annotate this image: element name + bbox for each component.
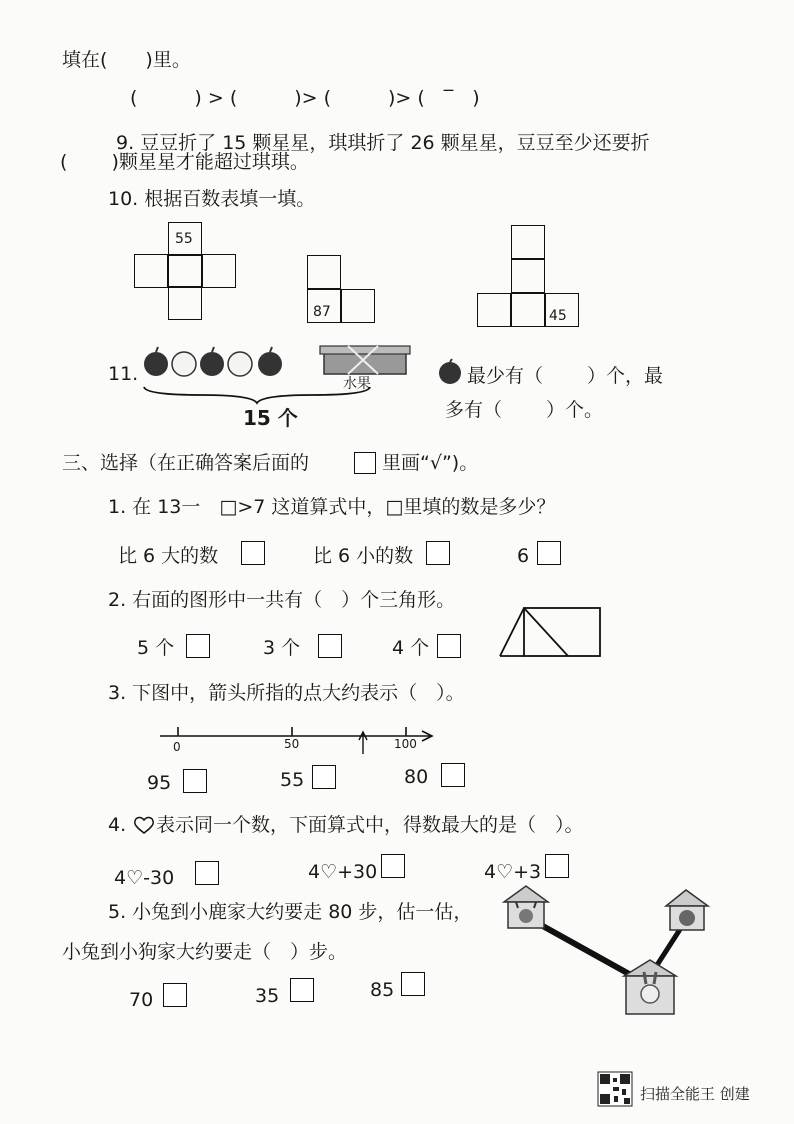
q8-line1: 填在( )里。 [62,49,191,71]
q11-text2: 多有（ ）个。 [445,399,604,421]
c1-option-3-label: 6 [517,545,530,567]
q10-title: 10. 根据百数表填一填。 [108,188,316,210]
c1-option-2-checkbox[interactable] [426,541,450,565]
rabbit-house-icon [624,960,676,1014]
dog-house-icon [666,890,708,930]
number-line-tick-50: 50 [284,737,300,751]
section3-title-box [354,452,376,474]
c4-question: 表示同一个数，下面算式中，得数最大的是（ ）。 [156,814,584,836]
grid-c-number: 45 [549,308,567,324]
c1-option-2-label: 比 6 小的数 [313,545,414,567]
grid-a-number: 55 [175,231,193,247]
c4-option-3-checkbox[interactable] [545,854,569,878]
c2-option-2-checkbox[interactable] [318,634,342,658]
c5-option-2-label: 35 [255,985,280,1007]
c3-option-3-label: 80 [404,766,429,788]
c3-option-1-checkbox[interactable] [183,769,207,793]
c1-option-1-checkbox[interactable] [241,541,265,565]
heart-outline-icon [134,816,154,834]
grid-a-cell-mid [168,254,202,288]
c3-option-2-checkbox[interactable] [312,765,336,789]
number-line-tick-100: 100 [394,737,417,751]
brace-under-fruits [142,385,372,405]
apple-icon [258,347,282,376]
c5-option-3-label: 85 [370,979,395,1001]
grid-c-cell-3 [477,293,511,327]
c5-option-3-checkbox[interactable] [401,972,425,996]
c3-question: 3. 下图中，箭头所指的点大约表示（ ）。 [108,682,465,704]
grid-b-cell-3 [341,289,375,323]
fruit-row-illustration [140,346,300,386]
c2-option-3-label: 4 个 [392,637,430,659]
c1-option-3-checkbox[interactable] [537,541,561,565]
c5-option-2-checkbox[interactable] [290,978,314,1002]
c1-option-1-label: 比 6 大的数 [118,545,219,567]
grid-b-cell-2 [307,289,341,323]
c2-option-1-checkbox[interactable] [186,634,210,658]
triangle-figure [498,606,604,658]
grid-c-cell-5 [545,293,579,327]
c2-option-3-checkbox[interactable] [437,634,461,658]
c4-option-2-checkbox[interactable] [381,854,405,878]
q11-text1: 最少有（ ）个，最 [467,365,664,387]
fruit-total: 15 个 [243,406,298,430]
number-line-tick-0: 0 [173,740,181,754]
c2-question: 2. 右面的图形中一共有（ ）个三角形。 [108,589,456,611]
c2-option-1-label: 5 个 [137,637,175,659]
c4-number: 4. [108,814,127,836]
gift-box-label: 水果 [343,376,371,392]
apple-icon [437,359,463,385]
grid-b-cell-1 [307,255,341,289]
apple-icon [144,347,168,376]
deer-house-icon [504,886,548,928]
grid-c-cell-2 [511,259,545,293]
c4-option-3-label: 4♡+3 [484,861,542,883]
c2-option-2-label: 3 个 [263,637,301,659]
peach-icon [172,352,196,376]
c5-question-line2: 小兔到小狗家大约要走（ ）步。 [62,941,348,963]
animal-houses-map [500,884,730,1020]
grid-a-cell-bottom [168,286,202,320]
grid-a-cell-left [134,254,168,288]
qr-code-icon [598,1072,632,1106]
c5-question-line1: 5. 小兔到小鹿家大约要走 80 步，估一估， [108,901,473,923]
q11-number: 11. [108,363,139,385]
grid-c-cell-4 [511,293,545,327]
grid-a-cell-top [168,222,202,256]
grid-b-number: 87 [313,304,331,320]
footer-brand: 扫描全能王 创建 [640,1085,750,1103]
c5-option-1-checkbox[interactable] [163,983,187,1007]
c3-option-3-checkbox[interactable] [441,763,465,787]
apple-icon [200,347,224,376]
grid-a-cell-right [202,254,236,288]
c5-option-1-label: 70 [129,989,154,1011]
section3-title: 三、选择（在正确答案后面的 [62,452,310,474]
c4-option-2-label: 4♡+30 [308,861,378,883]
c3-option-1-label: 95 [147,772,172,794]
q9-line1: 9. 豆豆折了 15 颗星星，琪琪折了 26 颗星星，豆豆至少还要折 [116,132,650,154]
c3-option-2-label: 55 [280,769,305,791]
c4-option-1-label: 4♡-30 [114,867,175,889]
section3-title-tail: 里画“√”)。 [382,452,479,474]
peach-icon [228,352,252,376]
grid-c-cell-1 [511,225,545,259]
c1-question: 1. 在 13一 □>7 这道算式中，□里填的数是多少？ [108,496,556,518]
q9-line2: ( )颗星星才能超过琪琪。 [60,151,309,173]
q8-inequality: ( ) > ( )> ( )> ( ‾ ) [130,87,480,109]
c4-option-1-checkbox[interactable] [195,861,219,885]
